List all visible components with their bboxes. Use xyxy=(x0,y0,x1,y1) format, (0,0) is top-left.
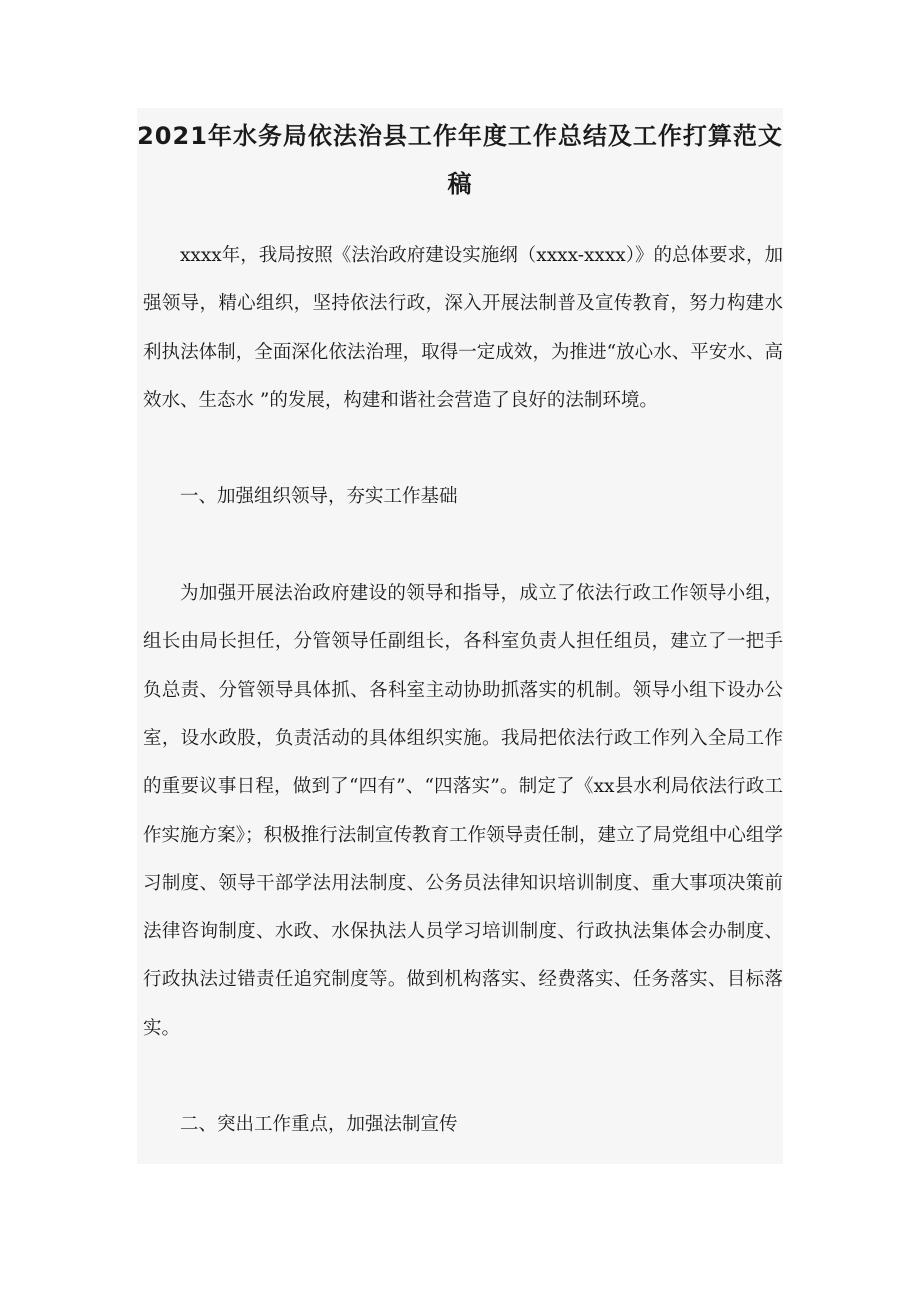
paragraph-spacer xyxy=(143,1053,783,1101)
section-heading-2: 二、突出工作重点，加强法制宣传 xyxy=(180,1114,458,1136)
section-1-paragraph: 为加强开展法治政府建设的领导和指导，成立了依法行政工作领导小组，组长由局长担任，分管领导任副组长，各科室负责人担任组员，建立了一把手负总责、分管领导具体抓、各科室主动协助抓落实的机制。领导小组下设办公室，设水政股，负责活动的具体组织实施。我局把依法行政工作列入全局工作的重要议事日程，做到了“四有”、“四落实”。制定了《xx县水利局依法行政工作实施方案》；积极推行法制宣传教育工作领导责任制，建立了局党组中心组学习制度、领导干部学法用法制度、公务员法律知识培训制度、重大事项决策前法律咨询制度、水政、水保执法人员学习培训制度、行政执法集体会办制度、行政执法过错责任追究制度等。做到机构落实、经费落实、任务落实、目标落实。 xyxy=(143,583,783,1039)
document-title: 2021年水务局依法治县工作年度工作总结及工作打算范文稿 xyxy=(137,122,783,198)
document-body xyxy=(143,232,783,1150)
paragraph-spacer xyxy=(143,425,783,473)
section-heading-1: 一、加强组织领导，夯实工作基础 xyxy=(180,486,458,508)
intro-paragraph: xxxx年，我局按照《法治政府建设实施纲（xxxx-xxxx）》的总体要求，加强领导，精心组织，坚持依法行政，深入开展法制普及宣传教育，努力构建水利执法体制，全面深化依法治理，取得一定成效，为推进“放心水、平安水、高效水、生态水 ”的发展，构建和谐社会营造了良好的法制环境。 xyxy=(143,245,783,411)
paragraph-spacer xyxy=(143,522,783,570)
